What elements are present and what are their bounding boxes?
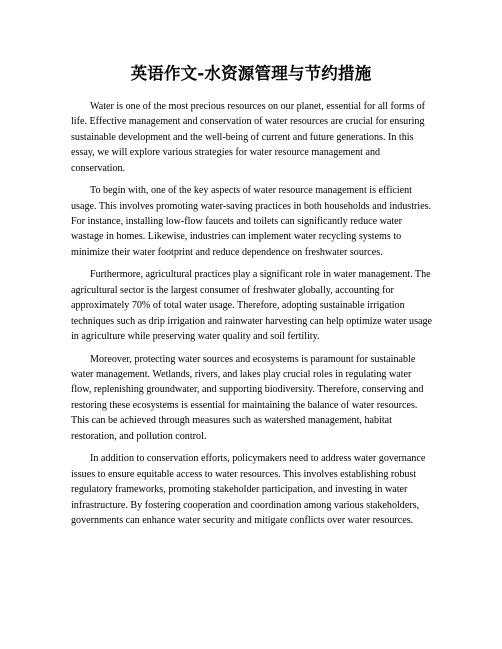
- paragraph-intro: Water is one of the most precious resources on our planet, essential for all forms of life. Effective management and conservation of water resources are crucial for ensuring sustainable development and the well-being of current and future generations. In this essay, we will explore various strategies for water resource management and conservation.: [71, 101, 425, 174]
- document-body: [71, 99, 433, 536]
- paragraph-efficient-usage: To begin with, one of the key aspects of water resource management is efficient usage. This involves promoting water-saving practices in both households and industries. For instance, installing low-flow faucets and toilets can significantly reduce water wastage in homes. Likewise, industries can implement water recycling systems to minimize their water footprint and reduce dependence on freshwater sources.: [71, 185, 432, 258]
- paragraph-governance: In addition to conservation efforts, policymakers need to address water governance issues to ensure equitable access to water resources. This involves establishing robust regulatory frameworks, promoting stakeholder participation, and investing in water infrastructure. By fostering cooperation and coordination among various stakeholders, governments can enhance water security and mitigate conflicts over water resources.: [71, 453, 426, 526]
- document-title: 英语作文-水资源管理与节约措施: [130, 64, 372, 83]
- paragraph-agriculture: Furthermore, agricultural practices play a significant role in water management. The agricultural sector is the largest consumer of freshwater globally, accounting for approximately 70% of total water usage. Therefore, adopting sustainable irrigation techniques such as drip irrigation and rainwater harvesting can help optimize water usage in agriculture while preserving water quality and soil fertility.: [71, 269, 433, 343]
- paragraph-ecosystems: Moreover, protecting water sources and ecosystems is paramount for sustainable water management. Wetlands, rivers, and lakes play crucial roles in regulating water flow, replenishing groundwater, and supporting biodiversity. Therefore, conserving and restoring these ecosystems is essential for maintaining the balance of water resources. This can be achieved through measures such as watershed management, habitat restoration, and pollution control.: [71, 353, 424, 442]
